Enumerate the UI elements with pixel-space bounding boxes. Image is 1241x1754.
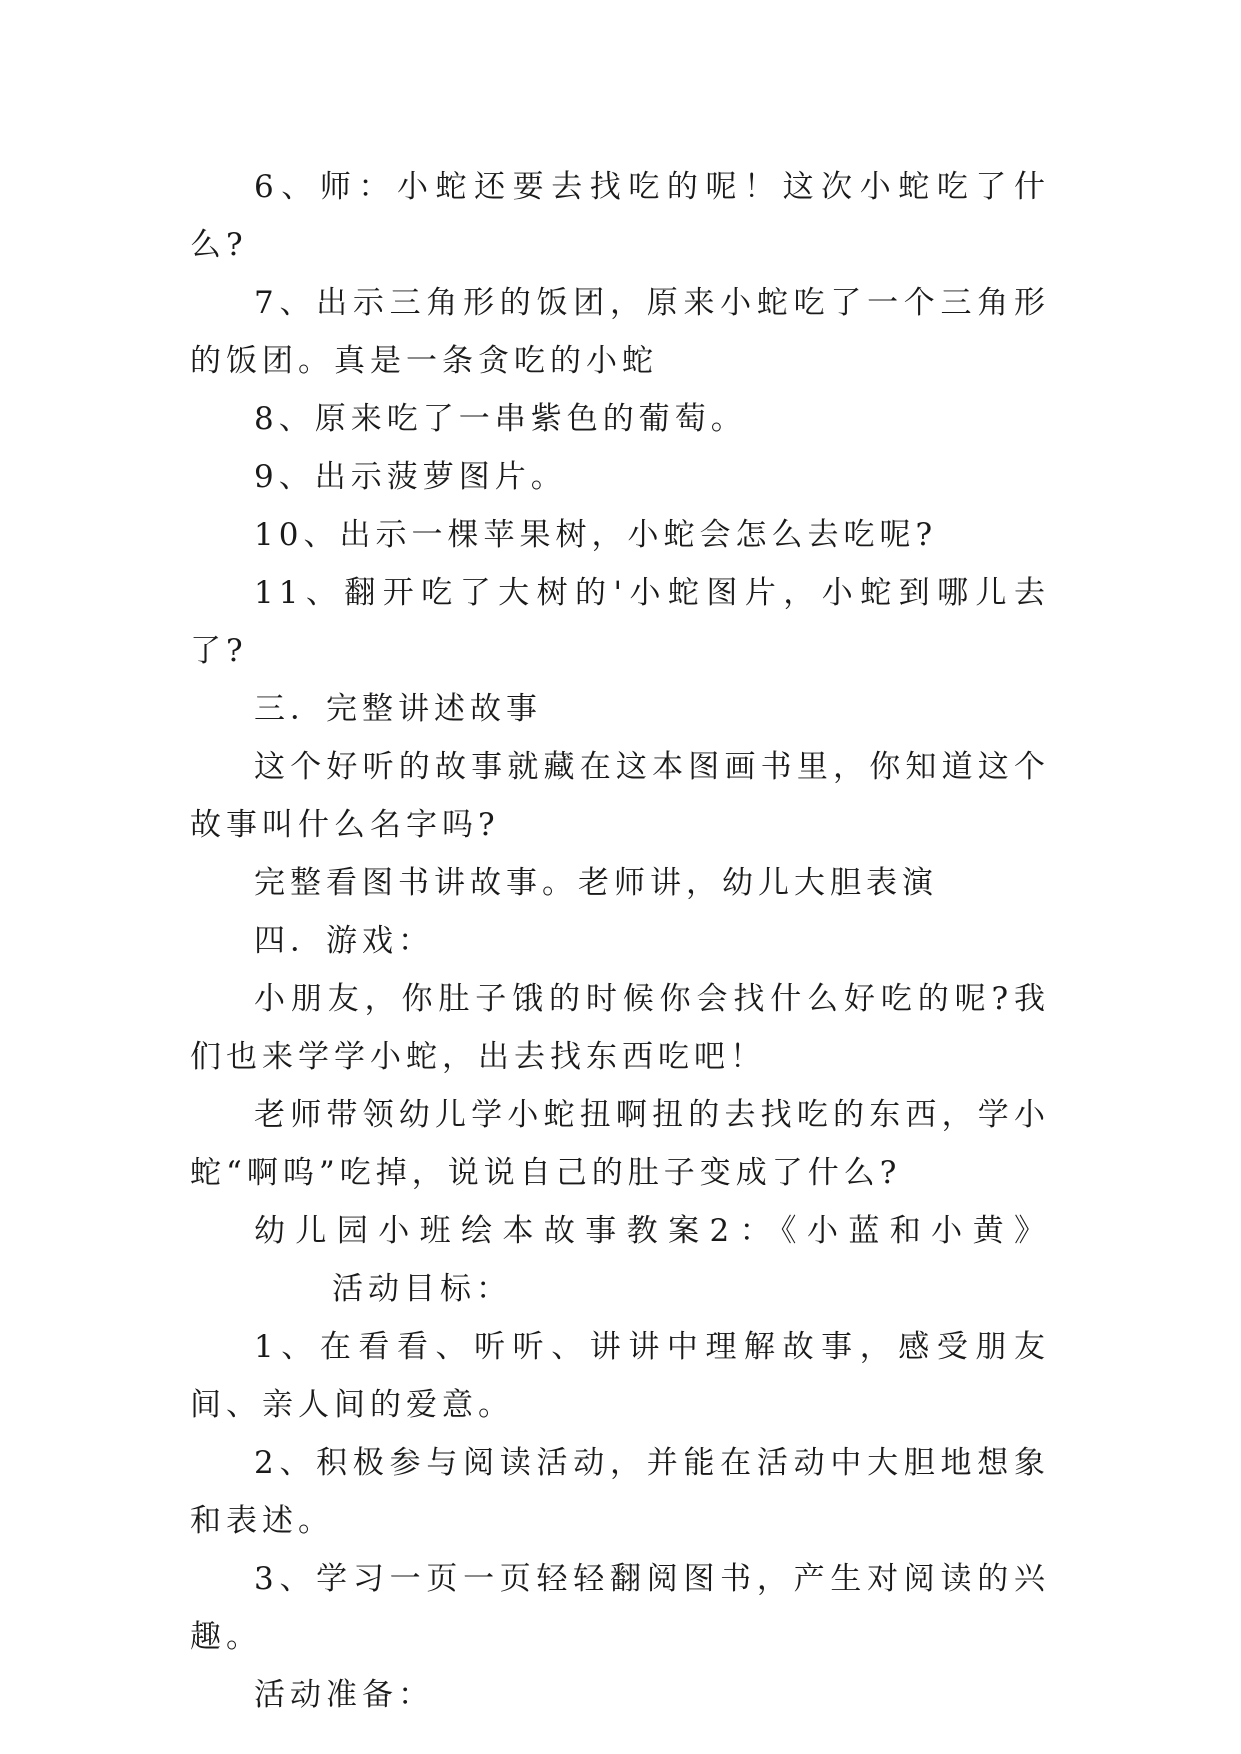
paragraph-game-intro: 小朋友，你肚子饿的时候你会找什么好吃的呢?我们也来学学小蛇，出去找东西吃吧！ bbox=[190, 981, 1050, 1075]
paragraph-story-name: 这个好听的故事就藏在这本图画书里，你知道这个故事叫什么名字吗? bbox=[190, 749, 1050, 843]
activity-goals-label: 活动目标： bbox=[332, 1271, 512, 1307]
paragraph-game-activity: 老师带领幼儿学小蛇扭啊扭的去找吃的东西，学小蛇“啊呜”吃掉，说说自己的肚子变成了什么? bbox=[190, 1097, 1050, 1191]
section-heading-3: 三．完整讲述故事 bbox=[254, 691, 542, 727]
paragraph-step-6: 6、师：小蛇还要去找吃的呢！这次小蛇吃了什么? bbox=[190, 169, 1050, 263]
paragraph-step-10: 10、出示一棵苹果树，小蛇会怎么去吃呢? bbox=[254, 517, 938, 553]
goal-item-1: 1、在看看、听听、讲讲中理解故事，感受朋友间、亲人间的爱意。 bbox=[190, 1329, 1050, 1423]
document-body bbox=[190, 158, 1050, 1724]
lesson-plan-heading bbox=[190, 1202, 1050, 1318]
paragraph-step-9: 9、出示菠萝图片。 bbox=[254, 459, 567, 495]
goal-item-3: 3、学习一页一页轻轻翻阅图书，产生对阅读的兴趣。 bbox=[190, 1561, 1050, 1655]
paragraph-read-aloud: 完整看图书讲故事。老师讲，幼儿大胆表演 bbox=[254, 865, 938, 901]
lesson-plan-title: 幼儿园小班绘本故事教案2：《小蓝和小黄》 bbox=[254, 1213, 1050, 1249]
paragraph-step-11: 11、翻开吃了大树的'小蛇图片，小蛇到哪儿去了? bbox=[190, 575, 1050, 669]
paragraph-step-8: 8、原来吃了一串紫色的葡萄。 bbox=[254, 401, 747, 437]
section-heading-4: 四．游戏： bbox=[254, 923, 434, 959]
activity-preparation-label: 活动准备： bbox=[254, 1677, 434, 1713]
paragraph-step-7: 7、出示三角形的饭团，原来小蛇吃了一个三角形的饭团。真是一条贪吃的小蛇 bbox=[190, 285, 1050, 379]
goal-item-2: 2、积极参与阅读活动，并能在活动中大胆地想象和表述。 bbox=[190, 1445, 1050, 1539]
